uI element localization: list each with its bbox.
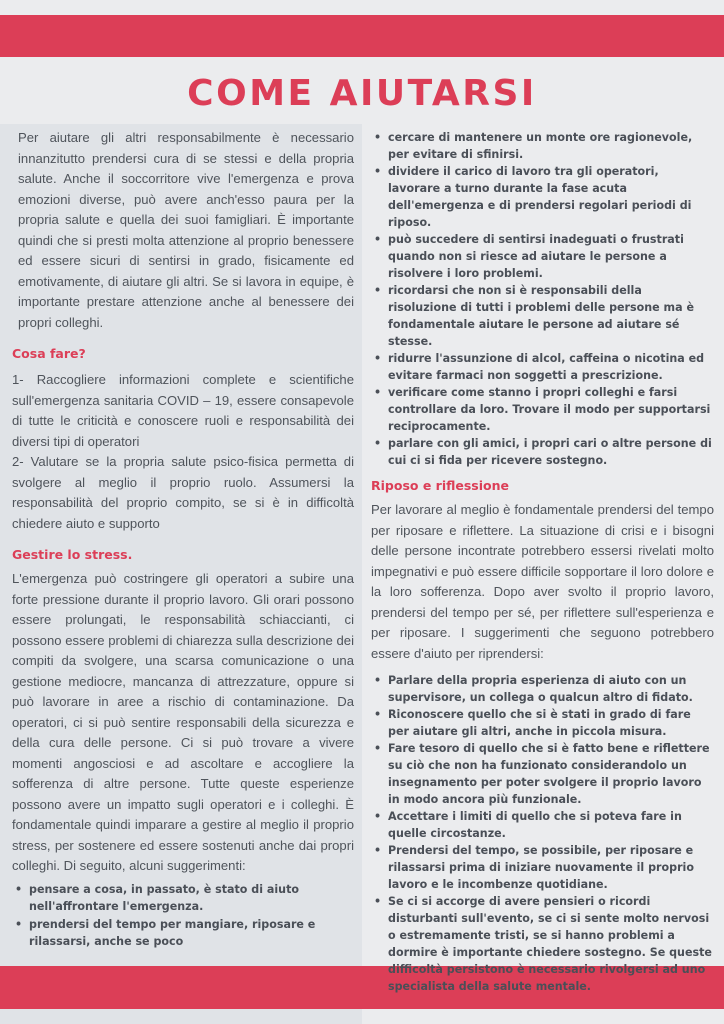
list-item: • dividere il carico di lavoro tra gli operatori, lavorare a turno durante la fase acuta dell'emergenza e di prendersi regolari periodi di riposo. [371, 163, 714, 231]
list-item: • ridurre l'assunzione di alcol, caffeina o nicotina ed evitare farmaci non soggetti a prescrizione. [371, 350, 714, 384]
gestire-stress-paragraph: L'emergenza può costringere gli operatori a subire una forte pressione durante il proprio lavoro. Gli orari possono essere prolungati, le responsabilità schiaccianti, ci possono essere problemi di chiarezza sulla descrizione dei compiti da svolgere, una scarsa comunicazione o una gestione mediocre, mancanza di attrezzature, oppure si può lavorare in aree a rischio di contaminazione. Da operatori, ci si può sentire responsabili della sicurezza e della cura delle persone. Ci si può trovare a vivere momenti angosciosi e ad ascoltare e accogliere la sofferenza di altre persone. Tutte queste esperienze possono avere un impatto sugli operatori e i colleghi. È fondamentale quindi imparare a gestire al meglio il proprio stress, per sostenere ed essere sostenuti anche dai propri colleghi. Di seguito, alcuni suggerimenti: [12, 571, 354, 873]
cosa-fare-item-1: 1- Raccogliere informazioni complete e scientifiche sull'emergenza sanitaria COVID – 19, essere consapevole di tutte le criticità e conoscere ruoli e responsabilità dei diversi tipi di operatori [12, 372, 354, 449]
riposo-bullet-list [371, 672, 714, 995]
right-column [371, 128, 714, 995]
left-column [12, 128, 354, 950]
list-item: • ricordarsi che non si è responsabili della risoluzione di tutti i problemi delle persone ma è fondamentale aiutare le persone ad aiutare sé stesse. [371, 282, 714, 350]
cosa-fare-item-2: 2- Valutare se la propria salute psico-fisica permetta di svolgere al meglio il proprio ruolo. Assumersi la responsabilità del proprio compito, se si è in difficoltà chiedere aiuto e supporto [12, 454, 354, 531]
list-item: • Accettare i limiti di quello che si poteva fare in quelle circostanze. [371, 808, 714, 842]
list-item: • parlare con gli amici, i propri cari o altre persone di cui ci si fida per ricevere sostegno. [371, 435, 714, 469]
gestire-stress-heading: Gestire lo stress. [12, 547, 133, 562]
cosa-fare-heading: Cosa fare? [12, 346, 86, 361]
list-item: • Parlare della propria esperienza di aiuto con un supervisore, un collega o qualcun altro di fidato. [371, 672, 714, 706]
page-title: COME AIUTARSI [187, 73, 537, 114]
list-item: • Se ci si accorge di avere pensieri o ricordi disturbanti sull'evento, se ci si sente molto nervosi o estremamente tristi, se si hanno problemi a dormire è importante chiedere sostegno. Se queste difficoltà persistono è necessario rivolgersi ad uno specialista della salute mentale. [371, 893, 714, 995]
list-item: • Prendersi del tempo, se possibile, per riposare e rilassarsi prima di iniziare nuovamente il proprio lavoro e le incombenze quotidiane. [371, 842, 714, 893]
list-item: • Fare tesoro di quello che si è fatto bene e riflettere su ciò che non ha funzionato considerandolo un insegnamento per poter svolgere il proprio lavoro in modo ancora più funzionale. [371, 740, 714, 808]
top-banner [0, 15, 724, 57]
list-item: • può succedere di sentirsi inadeguati o frustrati quando non si riesce ad aiutare le persone a risolvere i loro problemi. [371, 231, 714, 282]
intro-paragraph: Per aiutare gli altri responsabilmente è necessario innanzitutto prendersi cura di se stessi e della propria salute. Anche il soccorritore vive l'emergenza e prova emozioni diverse, può avere anch'esso paura per la propria salute e quella dei suoi famigliari. È importante quindi che si presti molta attenzione al proprio benessere ed essere sicuri di sentirsi in grado, fisicamente ed emotivamente, di aiutare gli altri. Se si lavora in equipe, è importante prestare attenzione anche al benessere dei propri colleghi. [18, 130, 354, 330]
riposo-heading: Riposo e riflessione [371, 478, 509, 493]
list-item: • cercare di mantenere un monte ore ragionevole, per evitare di sfinirsi. [371, 129, 714, 163]
list-item: • pensare a cosa, in passato, è stato di aiuto nell'affrontare l'emergenza. [12, 881, 354, 915]
list-item: • Riconoscere quello che si è stati in grado di fare per aiutare gli altri, anche in piccola misura. [371, 706, 714, 740]
stress-bullet-list-continued [371, 129, 714, 469]
stress-bullet-list [12, 881, 354, 950]
list-item: • prendersi del tempo per mangiare, riposare e rilassarsi, anche se poco [12, 916, 354, 950]
riposo-paragraph: Per lavorare al meglio è fondamentale prendersi del tempo per riposare e riflettere. La situazione di crisi e i bisogni delle persone incontrate potrebbero essersi rivelati molto impegnativi e può essere difficile sopportare il loro dolore e la loro sofferenza. Dopo aver svolto il proprio lavoro, prendersi del tempo per sé, per riflettere sull'esperienza e per riposare. I suggerimenti che seguono potrebbero essere d'aiuto per riprendersi: [371, 502, 714, 661]
list-item: • verificare come stanno i propri colleghi e farsi controllare da loro. Trovare il modo per supportarsi reciprocamente. [371, 384, 714, 435]
